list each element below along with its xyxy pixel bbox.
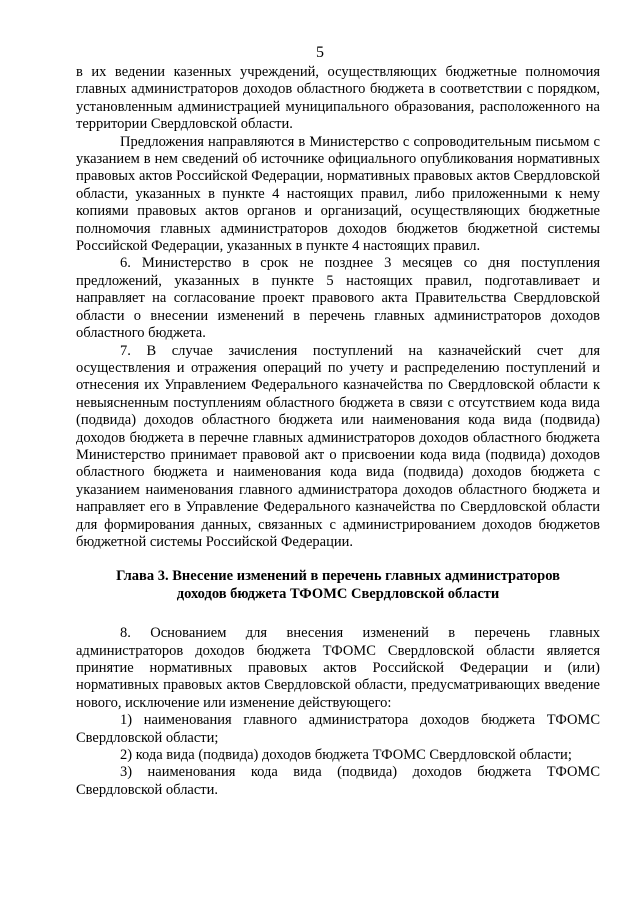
paragraph-proposals: Предложения направляются в Министерство с сопроводительным письмом с указанием в нем сведений об источнике официального опубликования нормативных правовых актов Российской Федерации, нормативных правовых актов Свердловской области, указанных в пункте 4 настоящих правил, либо приложенными к нему копиями правовых актов органов и организаций, осуществляющих бюджетные полномочия главных администраторов доходов бюджетов бюджетной системы Российской Федерации, указанных в пункте 4 настоящих правил.	[76, 133, 600, 255]
chapter-heading-line-1: Глава 3. Внесение изменений в перечень главных администраторов	[116, 568, 560, 585]
document-body	[76, 64, 600, 799]
paragraph-continuation: в их ведении казенных учреждений, осуществляющих бюджетные полномочия главных администраторов доходов областного бюджета в соответствии с порядком, установленным администрацией муниципального образования, расположенного на территории Свердловской области.	[76, 64, 600, 133]
list-item-3: 3) наименования кода вида (подвида) доходов бюджета ТФОМС Свердловской области.	[76, 764, 600, 798]
list-item-2: 2) кода вида (подвида) доходов бюджета ТФОМС Свердловской области;	[120, 747, 572, 764]
paragraph-item-8: 8. Основанием для внесения изменений в перечень главных администраторов доходов бюджета ТФОМС Свердловской области является принятие нормативных правовых актов Российской Федерации и (или) нормативных правовых актов Свердловской области, предусматривающих введение нового, исключение или изменение действующего:	[76, 625, 600, 711]
page-number: 5	[316, 44, 324, 61]
chapter-heading	[76, 568, 600, 603]
chapter-heading-line-2: доходов бюджета ТФОМС Свердловской области	[176, 585, 500, 602]
paragraph-item-6: 6. Министерство в срок не позднее 3 месяцев со дня поступления предложений, указанных в пункте 5 настоящих правил, подготавливает и направляет на согласование проект правового акта Правительства Свердловской области о внесении изменений в перечень главных администраторов доходов областного бюджета.	[76, 255, 600, 342]
paragraph-item-7: 7. В случае зачисления поступлений на казначейский счет для осуществления и отражения операций по учету и распределению поступлений и отнесения их Управлением Федерального казначейства по Свердловской области к невыясненным поступлениям областного бюджета в связи с отсутствием кода вида (подвида) доходов областного бюджета или наименования кода вида (подвида) доходов бюджета в перечне главных администраторов доходов областного бюджета Министерство принимает правовой акт о присвоении кода вида (подвида) доходов областного бюджета и наименования кода вида (подвида) доходов бюджета с указанием наименования главного администратора доходов областного бюджета и направляет его в Управление Федерального казначейства по Свердловской области для формирования данных, связанных с администрированием доходов бюджетов бюджетной системы Российской Федерации.	[76, 342, 600, 550]
list-item-1: 1) наименования главного администратора доходов бюджета ТФОМС Свердловской области;	[76, 712, 600, 746]
